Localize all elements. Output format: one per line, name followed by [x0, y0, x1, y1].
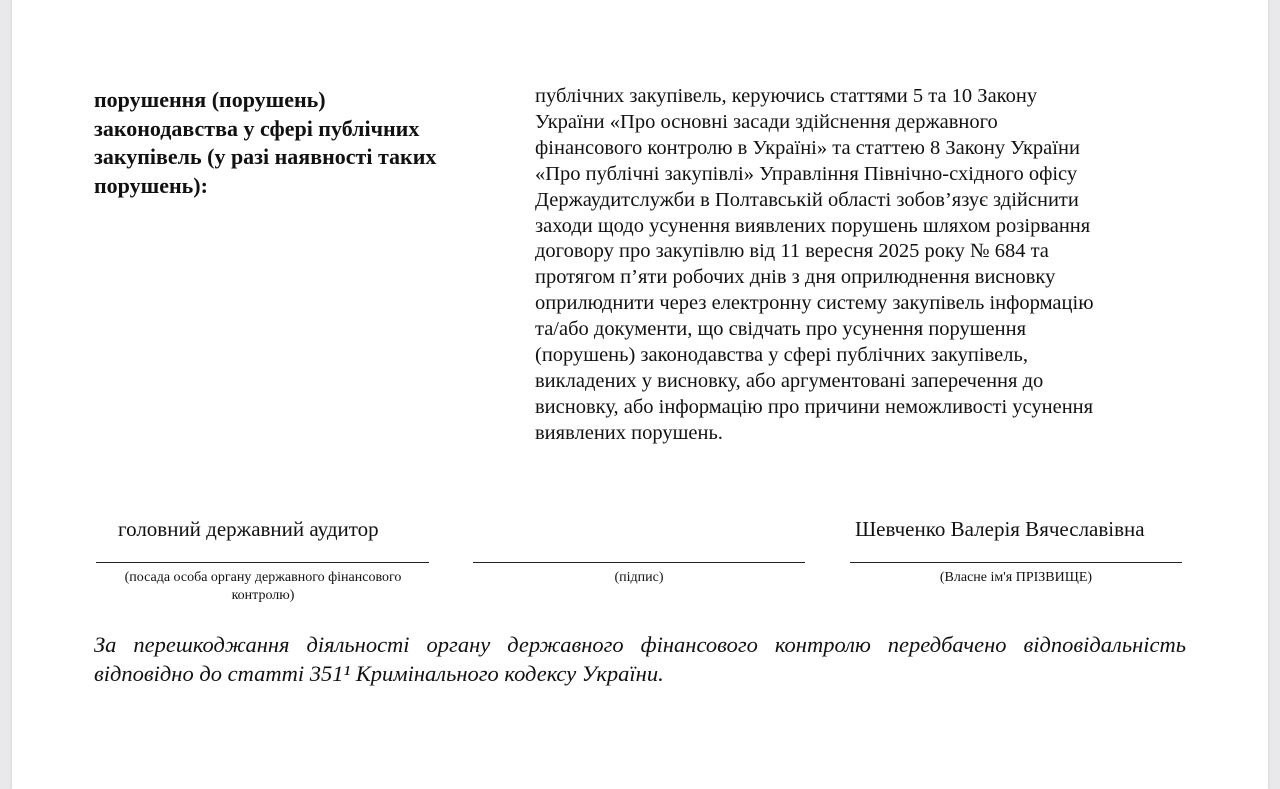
signature-underline — [473, 562, 805, 563]
violations-heading: порушення (порушень) законодавства у сфері публічних закупівель (у разі наявності таких порушень): — [94, 87, 437, 198]
position-underline — [96, 562, 429, 563]
signature-caption: (підпис) — [614, 570, 664, 585]
auditor-position: головний державний аудитор — [118, 517, 379, 541]
position-caption: (посада особа органу державного фінансового контролю) — [124, 570, 402, 603]
name-caption: (Власне ім'я ПРІЗВИЩЕ) — [939, 570, 1093, 585]
violations-conclusion-text: публічних закупівель, керуючись статтями 5 та 10 Закону України «Про основні засади здійснення державного фінансового контролю в Україні» та статтею 8 Закону України «Про публічні закупівлі» Управління Північно-східного офісу Держаудитслужби в Полтавській області зобов’язує здійснити заходи щодо усунення виявлених порушень шляхом розірвання договору про закупівлю від 11 вересня 2025 року № 684 та протягом п’яти робочих днів з дня оприлюднення висновку оприлюднити через електронну систему закупівель інформацію та/або документи, що свідчать про усунення порушення (порушень) законодавства у сфері публічних закупівель, викладених у висновку, або аргументовані заперечення до висновку, або інформацію про причини неможливості усунення виявлених порушень. — [535, 85, 1094, 444]
liability-notice: За перешкоджання діяльності органу державного фінансового контролю передбачено відповідальність відповідно до статті 351¹ Кримінального кодексу України. — [94, 632, 1186, 686]
auditor-name: Шевченко Валерія Вячеславівна — [855, 517, 1145, 541]
name-underline — [850, 562, 1182, 563]
document-page — [12, 0, 1268, 789]
